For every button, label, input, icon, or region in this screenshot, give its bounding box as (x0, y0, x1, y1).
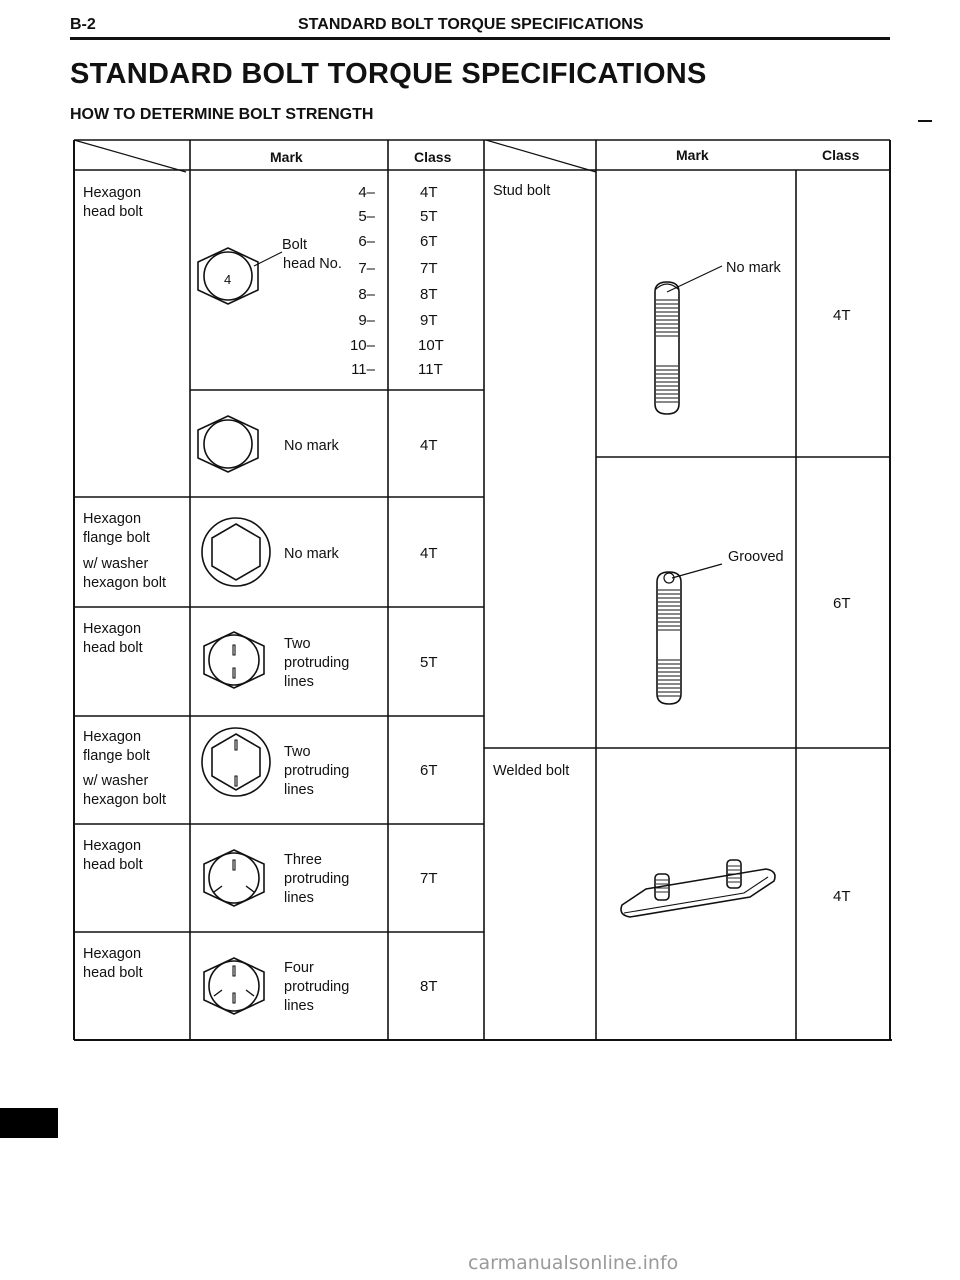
hex-bolt-head-two-lines-drawing (204, 632, 264, 688)
bolt-head-number-label: head No. (283, 256, 342, 272)
head-number-mark: 8– (358, 286, 375, 303)
stud-bolt-grooved-drawing (657, 564, 722, 704)
page-title: STANDARD BOLT TORQUE SPECIFICATIONS (70, 58, 707, 90)
bolt-type-label: head bolt (83, 857, 143, 873)
bolt-type-label: w/ washer (83, 556, 149, 572)
strength-class: 4T (833, 888, 851, 905)
strength-class: 9T (420, 312, 438, 329)
right-mark-header: Mark (676, 147, 709, 163)
welded-bolt-drawing (621, 860, 775, 917)
strength-class: 6T (420, 762, 438, 779)
bolt-type-label: Hexagon (83, 946, 142, 962)
bolt-type-label: hexagon bolt (83, 575, 167, 591)
bolt-type-label: flange bolt (83, 748, 150, 764)
bolt-type-label: w/ washer (83, 773, 149, 789)
mark-description: No mark (726, 260, 781, 276)
bolt-type-label: Welded bolt (493, 763, 570, 779)
page-code: B-2 (70, 16, 96, 33)
strength-class: 10T (418, 337, 444, 354)
watermark-text: carmanualsonline.info (468, 1252, 679, 1274)
mark-description: Grooved (728, 549, 784, 565)
mark-description: Two (284, 744, 311, 760)
bolt-type-label: hexagon bolt (83, 792, 167, 808)
running-title: STANDARD BOLT TORQUE SPECIFICATIONS (298, 16, 644, 33)
stud-bolt-no-mark-drawing (655, 266, 722, 414)
bolt-type-label: Hexagon (83, 621, 142, 637)
strength-class: 8T (420, 978, 438, 995)
strength-class: 5T (420, 654, 438, 671)
strength-class: 6T (833, 595, 851, 612)
strength-class: 4T (420, 184, 438, 201)
print-registration-mark (0, 1108, 58, 1138)
hex-bolt-head-four-lines-drawing (204, 958, 264, 1014)
mark-description: lines (284, 674, 314, 690)
strength-class: 4T (420, 545, 438, 562)
section-heading: HOW TO DETERMINE BOLT STRENGTH (70, 106, 374, 123)
bolt-head-number-label: Bolt (282, 237, 307, 253)
bolt-type-label: Hexagon (83, 511, 142, 527)
flange-bolt-two-lines-drawing (202, 728, 270, 796)
strength-class: 8T (420, 286, 438, 303)
mark-description: Three (284, 852, 322, 868)
mark-description: protruding (284, 871, 350, 887)
hex-bolt-head-three-lines-drawing (204, 850, 264, 906)
bolt-type-label: head bolt (83, 640, 143, 656)
flange-bolt-plain-drawing (202, 518, 270, 586)
strength-class: 7T (420, 870, 438, 887)
mark-description: No mark (284, 438, 339, 454)
mark-description: protruding (284, 763, 350, 779)
strength-class: 4T (833, 307, 851, 324)
mark-description: Four (284, 960, 314, 976)
bolt-type-label: flange bolt (83, 530, 150, 546)
strength-class: 11T (418, 361, 443, 378)
mark-description: Two (284, 636, 311, 652)
head-number-mark: 5– (358, 208, 375, 225)
mark-description: lines (284, 890, 314, 906)
bolt-type-label: Stud bolt (493, 183, 551, 199)
left-class-header: Class (414, 149, 452, 165)
right-class-header: Class (822, 147, 860, 163)
bolt-type-label: Hexagon (83, 729, 142, 745)
left-mark-header: Mark (270, 149, 303, 165)
mark-description: No mark (284, 546, 339, 562)
head-number-mark: 9– (358, 312, 375, 329)
strength-class: 6T (420, 233, 438, 250)
bolt-type-label: Hexagon (83, 838, 142, 854)
bolt-type-label: head bolt (83, 965, 143, 981)
mark-description: lines (284, 998, 314, 1014)
mark-description: protruding (284, 655, 350, 671)
mark-description: protruding (284, 979, 350, 995)
bolt-type-label: Hexagon (83, 185, 142, 201)
head-number-mark: 4– (358, 184, 375, 201)
head-number-mark: 10– (349, 337, 375, 354)
head-number-mark: 11– (351, 361, 375, 378)
right-table-lines (484, 140, 890, 1040)
head-number-mark: 7– (358, 260, 375, 277)
head-number-mark: 6– (358, 233, 375, 250)
strength-class: 4T (420, 437, 438, 454)
head-number-example: 4 (224, 272, 232, 287)
strength-class: 7T (420, 260, 438, 277)
strength-class: 5T (420, 208, 438, 225)
hex-bolt-head-numbered-drawing (198, 248, 282, 304)
mark-description: lines (284, 782, 314, 798)
bolt-type-label: head bolt (83, 204, 143, 220)
hex-bolt-head-plain-drawing (198, 416, 258, 472)
